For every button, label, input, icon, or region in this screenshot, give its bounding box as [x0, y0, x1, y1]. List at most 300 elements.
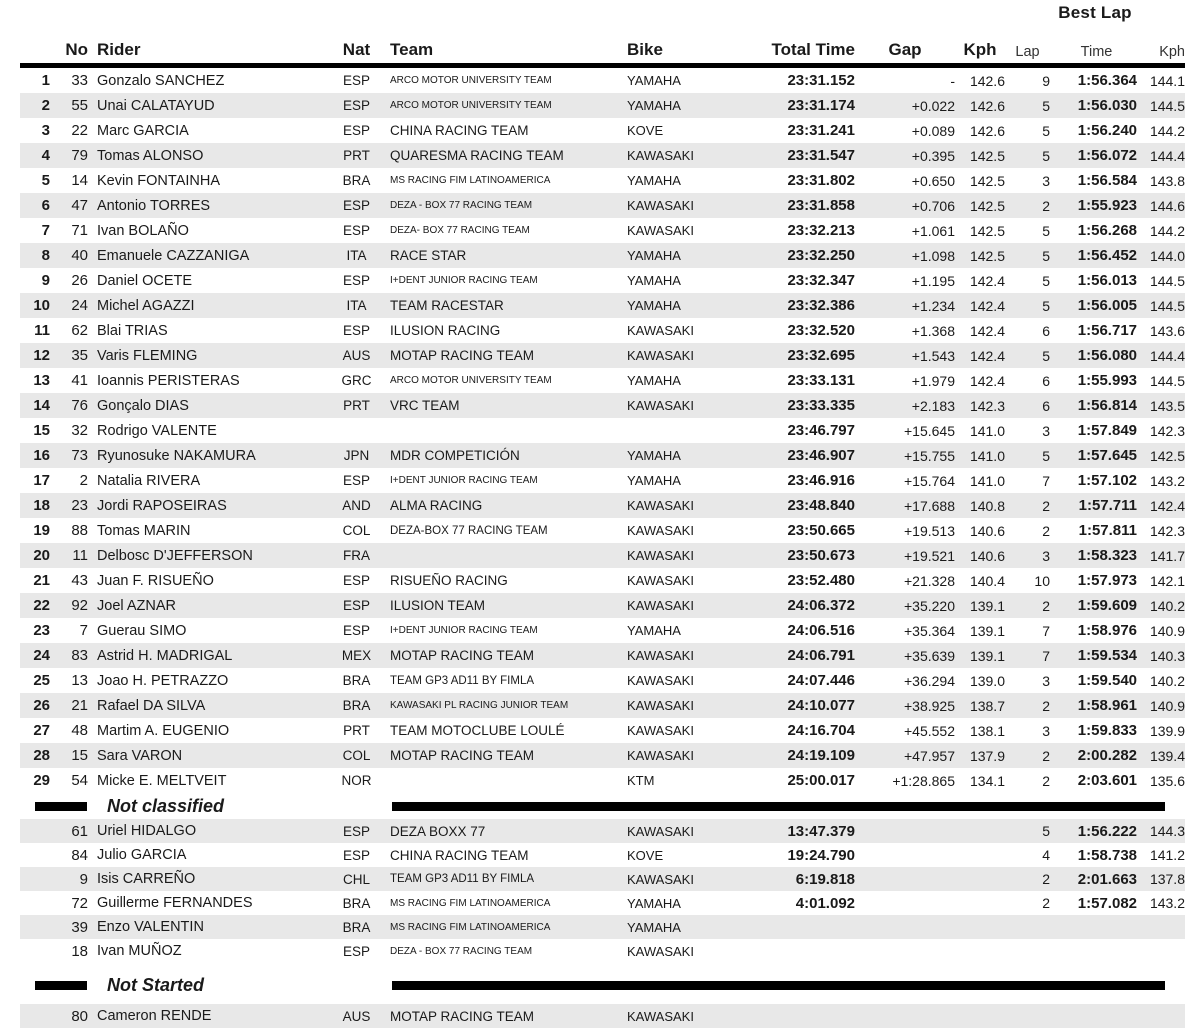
total-time: 23:46.797 — [787, 422, 855, 439]
rider-number: 92 — [71, 597, 88, 614]
result-row — [20, 193, 1185, 218]
nationality: COL — [342, 748, 371, 763]
best-lap-number: 3 — [1042, 672, 1050, 689]
team-name: ARCO MOTOR UNIVERSITY TEAM — [390, 75, 552, 86]
team-name: QUARESMA RACING TEAM — [390, 148, 564, 163]
position: 6 — [41, 197, 50, 214]
team-name: I+DENT JUNIOR RACING TEAM — [390, 475, 538, 486]
position: 23 — [33, 622, 50, 639]
team-name: TEAM GP3 AD11 BY FIMLA — [390, 873, 535, 885]
rider-name: Tomas MARIN — [97, 522, 191, 539]
gap-value: +47.957 — [904, 747, 955, 764]
best-lap-number: 2 — [1042, 522, 1050, 539]
team-name: DEZA BOXX 77 — [390, 823, 486, 839]
rider-number: 62 — [71, 322, 88, 339]
section-right-bar — [392, 802, 1165, 811]
total-time: 24:06.791 — [787, 647, 855, 664]
rider-number: 11 — [72, 547, 88, 564]
average-speed: 142.6 — [969, 122, 1005, 139]
rider-name: Varis FLEMING — [97, 347, 198, 364]
team-name: MOTAP RACING TEAM — [390, 348, 535, 363]
rider-number: 73 — [71, 447, 88, 464]
average-speed: 140.6 — [969, 547, 1005, 564]
column-header-row — [20, 30, 1185, 63]
rider-name: Gonçalo DIAS — [97, 397, 189, 414]
gap-value: +0.022 — [911, 97, 955, 114]
team-name: TEAM MOTOCLUBE LOULÉ — [390, 723, 565, 738]
team-name: ILUSION RACING — [390, 323, 501, 338]
average-speed: 142.4 — [969, 297, 1005, 314]
rider-name: Unai CALATAYUD — [97, 97, 215, 114]
total-time: 23:31.547 — [787, 147, 855, 164]
best-lap-number: 2 — [1042, 895, 1050, 911]
best-lap-speed: 144.4 — [1149, 347, 1185, 364]
result-row — [20, 593, 1185, 618]
rider-number: 32 — [71, 422, 88, 439]
rider-name: Marc GARCIA — [97, 122, 189, 139]
bike-brand: YAMAHA — [627, 273, 681, 288]
rider-number: 22 — [71, 122, 88, 139]
nationality: ESP — [342, 847, 370, 863]
position: 7 — [41, 222, 50, 239]
nationality: ESP — [342, 198, 370, 213]
bike-brand: KAWASAKI — [627, 573, 694, 588]
team-name: ILUSION TEAM — [390, 598, 486, 613]
not-classified-title: Not classified — [107, 795, 225, 816]
result-row — [20, 68, 1185, 93]
best-lap-time: 1:55.993 — [1077, 372, 1137, 389]
team-name: MDR COMPETICIÓN — [390, 448, 520, 463]
result-row — [20, 693, 1185, 718]
nationality: ESP — [342, 473, 370, 488]
total-time: 13:47.379 — [787, 822, 855, 840]
team-name: MOTAP RACING TEAM — [390, 1008, 535, 1024]
gap-value: +35.364 — [904, 622, 955, 639]
team-name: I+DENT JUNIOR RACING TEAM — [390, 625, 538, 636]
col-header-best-lap-time: Time — [1080, 44, 1113, 60]
best-lap-time: 1:57.102 — [1077, 472, 1137, 489]
average-speed: 142.5 — [969, 147, 1005, 164]
best-lap-speed: 143.5 — [1149, 397, 1185, 414]
bike-brand: YAMAHA — [627, 448, 681, 463]
average-speed: 140.6 — [969, 522, 1005, 539]
best-lap-time: 1:56.452 — [1077, 247, 1137, 264]
best-lap-time: 1:56.005 — [1077, 297, 1137, 314]
best-lap-speed: 140.3 — [1149, 647, 1185, 664]
bike-brand: KOVE — [627, 123, 664, 138]
best-lap-speed: 141.7 — [1149, 547, 1185, 564]
best-lap-number: 7 — [1042, 622, 1050, 639]
best-lap-time: 1:57.973 — [1077, 572, 1137, 589]
rider-name: Micke E. MELTVEIT — [97, 772, 227, 789]
gap-value: +0.089 — [911, 122, 955, 139]
average-speed: 140.8 — [969, 497, 1005, 514]
average-speed: 134.1 — [969, 772, 1005, 789]
rider-number: 7 — [79, 622, 88, 639]
gap-value: +0.650 — [911, 172, 955, 189]
rider-number: 39 — [71, 918, 88, 936]
bike-brand: KAWASAKI — [627, 498, 694, 513]
result-row — [20, 843, 1185, 867]
gap-value: +1.061 — [911, 222, 955, 239]
bike-brand: KAWASAKI — [627, 198, 694, 213]
bike-brand: KAWASAKI — [627, 548, 694, 563]
best-lap-speed: 140.2 — [1149, 672, 1185, 689]
total-time: 23:33.335 — [787, 397, 855, 414]
position: 4 — [41, 147, 50, 164]
bike-brand: KAWASAKI — [627, 1008, 694, 1024]
result-row — [20, 915, 1185, 939]
best-lap-time: 1:57.082 — [1077, 894, 1137, 912]
not-started-rows — [20, 1004, 1185, 1028]
classified-rows — [20, 68, 1185, 793]
total-time: 23:52.480 — [787, 572, 855, 589]
best-lap-speed: 139.9 — [1149, 722, 1185, 739]
rider-name: Rodrigo VALENTE — [97, 422, 217, 439]
best-lap-time: 1:57.811 — [1078, 522, 1137, 539]
average-speed: 139.1 — [969, 597, 1005, 614]
nationality: ESP — [342, 823, 370, 839]
position: 1 — [41, 72, 50, 89]
best-lap-time: 1:56.013 — [1077, 272, 1137, 289]
best-lap-time: 1:59.833 — [1077, 722, 1137, 739]
best-lap-number: 2 — [1042, 772, 1050, 789]
rider-name: Daniel OCETE — [97, 272, 193, 289]
result-row — [20, 418, 1185, 443]
rider-number: 14 — [71, 172, 88, 189]
rider-name: Michel AGAZZI — [97, 297, 195, 314]
average-speed: 138.7 — [969, 697, 1005, 714]
best-lap-number: 5 — [1042, 823, 1050, 839]
best-lap-number: 2 — [1042, 597, 1050, 614]
position: 12 — [33, 347, 50, 364]
best-lap-speed: 142.1 — [1149, 572, 1185, 589]
best-lap-number: 5 — [1042, 122, 1050, 139]
team-name: CHINA RACING TEAM — [390, 847, 529, 863]
best-lap-number: 5 — [1042, 147, 1050, 164]
nationality: MEX — [341, 648, 372, 663]
rider-number: 71 — [71, 222, 88, 239]
result-row — [20, 368, 1185, 393]
best-lap-speed: 144.5 — [1149, 272, 1185, 289]
position: 5 — [41, 172, 50, 189]
best-lap-number: 2 — [1042, 497, 1050, 514]
col-header-kph: Kph — [963, 40, 997, 59]
nationality: PRT — [343, 723, 370, 738]
rider-name: Juan F. RISUEÑO — [97, 572, 214, 589]
rider-name: Astrid H. MADRIGAL — [97, 647, 233, 664]
gap-value: +35.220 — [904, 597, 955, 614]
nationality: ESP — [342, 573, 370, 588]
best-lap-time: 1:57.711 — [1078, 497, 1137, 514]
result-row — [20, 118, 1185, 143]
total-time: 24:06.516 — [787, 622, 855, 639]
gap-value: +35.639 — [904, 647, 955, 664]
position: 21 — [33, 572, 50, 589]
total-time: 24:19.109 — [787, 747, 855, 764]
rider-number: 13 — [71, 672, 88, 689]
col-header-total-time: Total Time — [771, 40, 855, 59]
rider-number: 76 — [71, 397, 88, 414]
best-lap-time: 1:58.976 — [1077, 622, 1137, 639]
gap-value: +19.521 — [904, 547, 955, 564]
average-speed: 142.5 — [969, 247, 1005, 264]
average-speed: 139.1 — [969, 622, 1005, 639]
gap-value: +1.543 — [911, 347, 955, 364]
average-speed: 138.1 — [969, 722, 1005, 739]
nationality: NOR — [341, 773, 372, 788]
best-lap-number: 5 — [1042, 222, 1050, 239]
best-lap-number: 3 — [1042, 547, 1050, 564]
col-header-team: Team — [390, 40, 434, 59]
best-lap-time: 1:56.240 — [1077, 122, 1137, 139]
position: 16 — [33, 447, 50, 464]
bike-brand: YAMAHA — [627, 98, 681, 113]
rider-number: 2 — [79, 472, 88, 489]
result-row — [20, 143, 1185, 168]
nationality: ESP — [342, 98, 370, 113]
best-lap-time: 1:56.584 — [1077, 172, 1137, 189]
rider-name: Martim A. EUGENIO — [97, 722, 230, 739]
bike-brand: KAWASAKI — [627, 723, 694, 738]
bike-brand: KAWASAKI — [627, 148, 694, 163]
rider-name: Blai TRIAS — [97, 322, 168, 339]
result-row — [20, 318, 1185, 343]
total-time: 23:32.695 — [787, 347, 855, 364]
best-lap-time: 1:56.814 — [1077, 397, 1137, 414]
result-row — [20, 468, 1185, 493]
total-time: 24:07.446 — [787, 672, 855, 689]
best-lap-time: 1:56.080 — [1077, 347, 1137, 364]
best-lap-number: 2 — [1042, 747, 1050, 764]
bike-brand: KAWASAKI — [627, 323, 694, 338]
nationality: BRA — [342, 919, 371, 935]
nationality: ESP — [342, 223, 370, 238]
best-lap-number: 5 — [1042, 297, 1050, 314]
result-row — [20, 493, 1185, 518]
result-row — [20, 568, 1185, 593]
gap-value: +0.706 — [911, 197, 955, 214]
total-time: 23:31.802 — [787, 172, 855, 189]
team-name: KAWASAKI PL RACING JUNIOR TEAM — [390, 700, 569, 711]
position: 11 — [34, 322, 50, 339]
nationality: ESP — [342, 73, 370, 88]
rider-name: Joel AZNAR — [97, 597, 176, 614]
total-time: 23:31.241 — [787, 122, 855, 139]
result-row — [20, 618, 1185, 643]
best-lap-speed: 143.2 — [1149, 472, 1185, 489]
average-speed: 142.5 — [969, 172, 1005, 189]
total-time: 24:10.077 — [787, 697, 855, 714]
average-speed: 141.0 — [969, 447, 1005, 464]
bike-brand: KAWASAKI — [627, 523, 694, 538]
rider-number: 79 — [71, 147, 88, 164]
section-left-bar — [35, 981, 87, 990]
rider-name: Jordi RAPOSEIRAS — [97, 497, 227, 514]
team-name: ALMA RACING — [390, 498, 483, 513]
best-lap-group-header: Best Lap — [1058, 3, 1132, 22]
position: 9 — [41, 272, 50, 289]
rider-number: 41 — [71, 372, 88, 389]
team-name: MS RACING FIM LATINOAMERICA — [390, 175, 551, 186]
best-lap-number: 5 — [1042, 447, 1050, 464]
col-header-rider: Rider — [97, 40, 141, 59]
result-row — [20, 643, 1185, 668]
nationality: AUS — [342, 348, 371, 363]
best-lap-time: 1:58.323 — [1077, 547, 1137, 564]
bike-brand: YAMAHA — [627, 73, 681, 88]
best-lap-speed: 144.0 — [1149, 247, 1185, 264]
position: 29 — [33, 772, 50, 789]
col-header-no: No — [65, 40, 88, 59]
best-lap-number: 2 — [1042, 197, 1050, 214]
rider-number: 21 — [71, 697, 88, 714]
rider-number: 23 — [71, 497, 88, 514]
not-classified-section-header — [0, 796, 1200, 816]
bike-brand: KAWASAKI — [627, 648, 694, 663]
gap-value: +0.395 — [911, 147, 955, 164]
not-started-section-header — [0, 975, 1200, 995]
bike-brand: KAWASAKI — [627, 823, 694, 839]
col-header-best-lap-number: Lap — [1015, 44, 1040, 60]
best-lap-time: 1:56.222 — [1077, 822, 1137, 840]
bike-brand: KAWASAKI — [627, 943, 694, 959]
average-speed: 142.4 — [969, 347, 1005, 364]
bike-brand: KTM — [627, 773, 655, 788]
total-time: 24:06.372 — [787, 597, 855, 614]
best-lap-speed: 143.8 — [1149, 172, 1185, 189]
best-lap-number: 4 — [1042, 847, 1050, 863]
best-lap-number: 5 — [1042, 247, 1050, 264]
total-time: 24:16.704 — [787, 722, 855, 739]
gap-value: +38.925 — [904, 697, 955, 714]
best-lap-time: 1:59.534 — [1077, 647, 1137, 664]
team-name: DEZA-BOX 77 RACING TEAM — [390, 524, 548, 537]
rider-name: Ivan MUÑOZ — [97, 943, 182, 959]
gap-value: +17.688 — [904, 497, 955, 514]
table-header — [20, 0, 1185, 68]
section-right-bar — [392, 981, 1165, 990]
not-classified-rows — [20, 819, 1185, 963]
result-row — [20, 93, 1185, 118]
rider-name: Emanuele CAZZANIGA — [97, 247, 250, 264]
position: 25 — [33, 672, 50, 689]
total-time: 23:46.907 — [787, 447, 855, 464]
team-name: TEAM RACESTAR — [390, 298, 504, 313]
best-lap-speed: 144.4 — [1149, 147, 1185, 164]
gap-value: +36.294 — [904, 672, 955, 689]
rider-number: 47 — [71, 197, 88, 214]
best-lap-speed: 140.2 — [1149, 597, 1185, 614]
best-lap-number: 3 — [1042, 172, 1050, 189]
best-lap-number: 5 — [1042, 272, 1050, 289]
team-name: MOTAP RACING TEAM — [390, 748, 535, 763]
team-name: DEZA - BOX 77 RACING TEAM — [390, 200, 533, 211]
result-row — [20, 393, 1185, 418]
average-speed: 142.3 — [969, 397, 1005, 414]
best-lap-speed: 144.5 — [1149, 372, 1185, 389]
rider-name: Guillerme FERNANDES — [97, 895, 253, 911]
gap-value: +1.368 — [911, 322, 955, 339]
position: 24 — [33, 647, 50, 664]
best-lap-speed: 140.9 — [1149, 697, 1185, 714]
rider-name: Julio GARCIA — [97, 847, 187, 863]
best-lap-time: 1:56.030 — [1077, 97, 1137, 114]
gap-value: - — [950, 72, 955, 89]
best-lap-speed: 137.8 — [1149, 871, 1185, 887]
best-lap-speed: 142.5 — [1149, 447, 1185, 464]
position: 15 — [33, 422, 50, 439]
bike-brand: YAMAHA — [627, 248, 681, 263]
rider-number: 84 — [71, 846, 88, 864]
col-header-best-lap-kph: Kph — [1159, 44, 1185, 60]
total-time: 23:32.347 — [787, 272, 855, 289]
nationality: AND — [342, 498, 371, 513]
not-started-title: Not Started — [107, 974, 205, 995]
col-header-nat: Nat — [342, 40, 371, 59]
best-lap-speed: 142.3 — [1149, 422, 1185, 439]
best-lap-number: 10 — [1034, 572, 1050, 589]
rider-number: 80 — [71, 1007, 88, 1025]
position: 19 — [33, 522, 50, 539]
result-row — [20, 668, 1185, 693]
best-lap-time: 1:58.961 — [1077, 697, 1137, 714]
bike-brand: YAMAHA — [627, 373, 681, 388]
result-row — [20, 718, 1185, 743]
best-lap-time: 2:03.601 — [1077, 772, 1137, 789]
result-row — [20, 168, 1185, 193]
average-speed: 142.4 — [969, 322, 1005, 339]
average-speed: 142.5 — [969, 197, 1005, 214]
total-time: 23:32.213 — [787, 222, 855, 239]
total-time: 23:32.386 — [787, 297, 855, 314]
position: 2 — [41, 97, 50, 114]
team-name: DEZA- BOX 77 RACING TEAM — [390, 225, 530, 236]
average-speed: 142.4 — [969, 272, 1005, 289]
gap-value: +2.183 — [911, 397, 955, 414]
bike-brand: KOVE — [627, 847, 664, 863]
result-row — [20, 891, 1185, 915]
rider-name: Ryunosuke NAKAMURA — [97, 447, 256, 464]
rider-name: Delbosc D'JEFFERSON — [97, 547, 253, 564]
total-time: 4:01.092 — [795, 894, 855, 912]
bike-brand: YAMAHA — [627, 173, 681, 188]
col-header-bike: Bike — [627, 40, 663, 59]
best-lap-time: 2:01.663 — [1077, 870, 1137, 888]
bike-brand: YAMAHA — [627, 298, 681, 313]
rider-number: 43 — [71, 572, 88, 589]
average-speed: 141.0 — [969, 422, 1005, 439]
best-lap-speed: 144.6 — [1149, 197, 1185, 214]
result-row — [20, 867, 1185, 891]
position: 28 — [33, 747, 50, 764]
nationality: ESP — [342, 623, 370, 638]
nationality: BRA — [342, 673, 371, 688]
bike-brand: KAWASAKI — [627, 748, 694, 763]
result-row — [20, 293, 1185, 318]
result-row — [20, 543, 1185, 568]
team-name: CHINA RACING TEAM — [390, 123, 529, 138]
rider-number: 33 — [71, 72, 88, 89]
team-name: RACE STAR — [390, 248, 467, 263]
total-time: 23:48.840 — [787, 497, 855, 514]
bike-brand: KAWASAKI — [627, 223, 694, 238]
rider-number: 18 — [71, 942, 88, 960]
team-name: MS RACING FIM LATINOAMERICA — [390, 897, 551, 909]
gap-value: +1.098 — [911, 247, 955, 264]
best-lap-speed: 143.2 — [1149, 895, 1185, 911]
nationality: JPN — [343, 448, 370, 463]
